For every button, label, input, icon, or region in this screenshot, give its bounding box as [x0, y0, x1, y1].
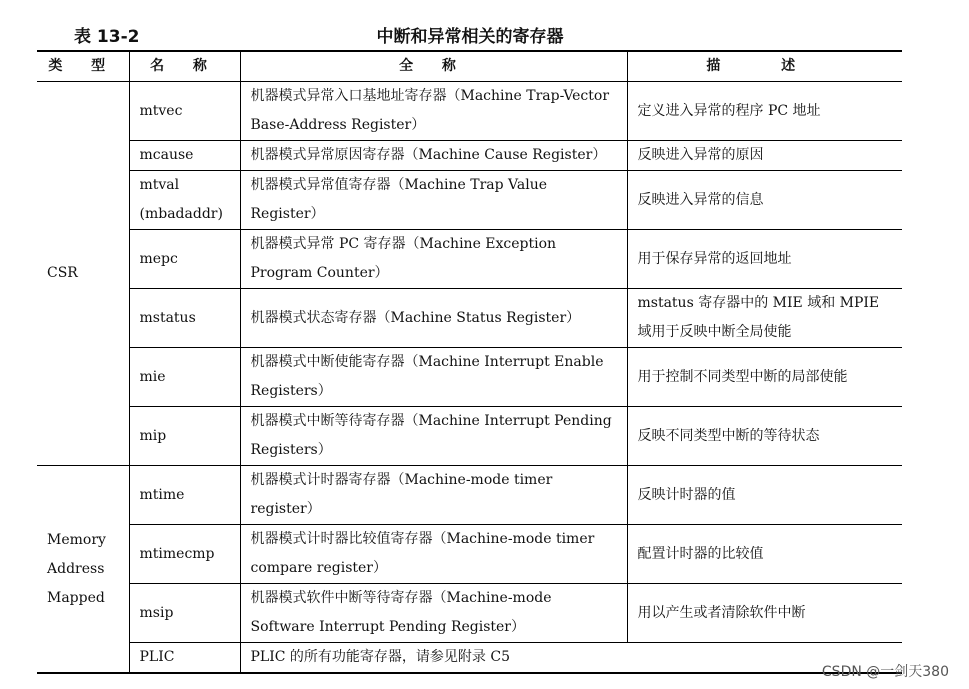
- register-name: mtime: [129, 466, 240, 525]
- table-row: [37, 348, 902, 407]
- csdn-watermark: CSDN @一剑天380: [821, 664, 949, 680]
- register-description: 反映不同类型中断的等待状态: [627, 407, 902, 466]
- group-csr: CSR: [37, 82, 129, 466]
- register-name: mepc: [129, 230, 240, 289]
- register-description: 定义进入异常的程序 PC 地址: [627, 82, 902, 141]
- table-caption: [38, 20, 902, 48]
- table-row: [37, 82, 902, 141]
- register-description: 配置计时器的比较值: [627, 525, 902, 584]
- table-number: 表 13-2: [74, 27, 140, 47]
- register-full-name: 机器模式异常 PC 寄存器（Machine Exception Program Counter）: [240, 230, 627, 289]
- table-row: [37, 584, 902, 643]
- register-table: [37, 50, 902, 674]
- register-description: 反映进入异常的信息: [627, 171, 902, 230]
- register-description: 用于控制不同类型中断的局部使能: [627, 348, 902, 407]
- header-full-name: 全 称: [240, 51, 627, 82]
- header-row: [37, 51, 902, 82]
- register-name: mtimecmp: [129, 525, 240, 584]
- register-full-name: 机器模式异常原因寄存器（Machine Cause Register）: [240, 141, 627, 171]
- register-full-name: 机器模式中断等待寄存器（Machine Interrupt Pending Registers）: [240, 407, 627, 466]
- register-name: mie: [129, 348, 240, 407]
- header-name: 名 称: [129, 51, 240, 82]
- register-name: mcause: [129, 141, 240, 171]
- header-type: 类 型: [37, 51, 129, 82]
- register-full-name: 机器模式状态寄存器（Machine Status Register）: [240, 289, 627, 348]
- table-row: [37, 171, 902, 230]
- register-name: msip: [129, 584, 240, 643]
- register-full-name: 机器模式异常值寄存器（Machine Trap Value Register）: [240, 171, 627, 230]
- register-description: mstatus 寄存器中的 MIE 域和 MPIE 域用于反映中断全局使能: [627, 289, 902, 348]
- table-row: [37, 466, 902, 525]
- register-name: mtval (mbadaddr): [129, 171, 240, 230]
- table-row: [37, 230, 902, 289]
- register-description: 用于保存异常的返回地址: [627, 230, 902, 289]
- group-memory-mapped: Memory Address Mapped: [37, 466, 129, 674]
- table-row: [37, 289, 902, 348]
- register-description: 用以产生或者清除软件中断: [627, 584, 902, 643]
- register-name: PLIC: [129, 643, 240, 674]
- table-title: 中断和异常相关的寄存器: [376, 27, 564, 47]
- register-full-name: PLIC 的所有功能寄存器，请参见附录 C5: [240, 643, 902, 674]
- register-full-name: 机器模式软件中断等待寄存器（Machine-mode Software Interrupt Pending Register）: [240, 584, 627, 643]
- register-full-name: 机器模式计时器寄存器（Machine-mode timer register）: [240, 466, 627, 525]
- header-description: 描 述: [627, 51, 902, 82]
- table-row: [37, 141, 902, 171]
- register-name: mtvec: [129, 82, 240, 141]
- table-row: [37, 407, 902, 466]
- table-row: [37, 643, 902, 674]
- table-row: [37, 525, 902, 584]
- register-full-name: 机器模式计时器比较值寄存器（Machine-mode timer compare register）: [240, 525, 627, 584]
- register-name: mstatus: [129, 289, 240, 348]
- register-name: mip: [129, 407, 240, 466]
- register-full-name: 机器模式异常入口基地址寄存器（Machine Trap-Vector Base-Address Register）: [240, 82, 627, 141]
- register-full-name: 机器模式中断使能寄存器（Machine Interrupt Enable Registers）: [240, 348, 627, 407]
- register-description: 反映进入异常的原因: [627, 141, 902, 171]
- register-description: 反映计时器的值: [627, 466, 902, 525]
